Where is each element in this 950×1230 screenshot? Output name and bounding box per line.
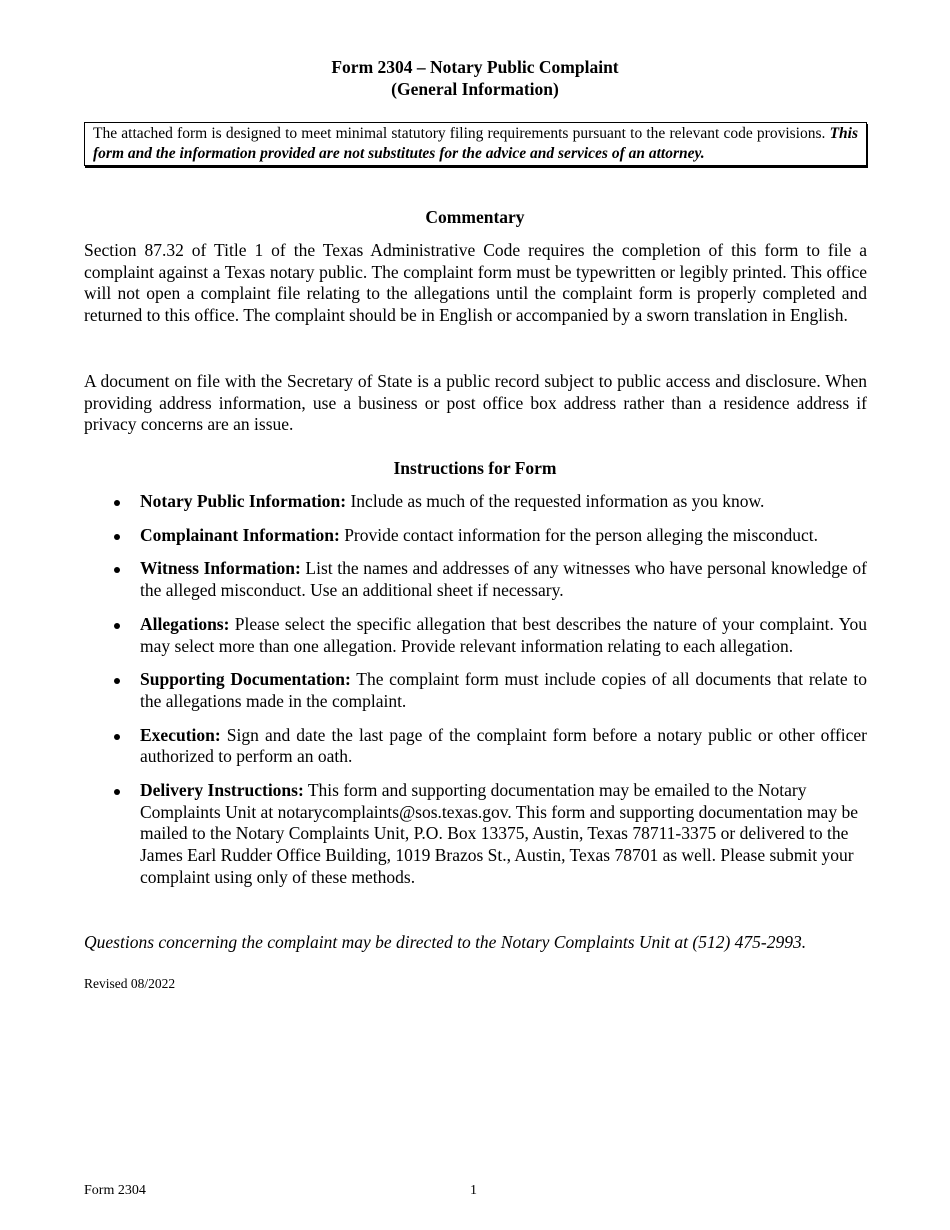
bullet-icon (114, 500, 120, 506)
bullet-icon (114, 789, 120, 795)
item-text: Please select the specific allegation that best describes the nature of your complaint. You may select more than one allegation. Provide relevant information relating to each allegation. (140, 613, 867, 656)
commentary-paragraph-1: Section 87.32 of Title 1 of the Texas Administrative Code requires the completion of this form to file a complaint against a Texas notary public. The complaint form must be typewritten or legibly printed. This office will not open a complaint file relating to the allegations until the complaint form is properly completed and returned to this office. The complaint should be in English or accompanied by a sworn translation in English. (84, 240, 867, 326)
item-text: Include as much of the requested information as you know. (346, 491, 765, 511)
title-line-2: (General Information) (391, 79, 559, 99)
footer-page-number: 1 (470, 1183, 477, 1198)
item-label: Complainant Information: (140, 524, 340, 545)
item-text: Provide contact information for the person alleging the misconduct. (339, 524, 819, 545)
instructions-heading: Instructions for Form (393, 458, 557, 478)
title-line-1: Form 2304 – Notary Public Complaint (331, 57, 619, 77)
document-title (0, 56, 950, 100)
list-item (84, 614, 867, 657)
item-text: Sign and date the last page of the complaint form before a notary public or other officer authorized to perform an oath. (140, 724, 867, 767)
commentary-heading: Commentary (425, 207, 525, 227)
bullet-icon (114, 623, 120, 629)
disclaimer-text: The attached form is designed to meet minimal statutory filing requirements pursuant to the relevant code provisions. (93, 125, 830, 142)
item-label: Execution: (140, 724, 221, 745)
item-label: Allegations: (140, 613, 230, 634)
list-item (84, 491, 867, 513)
item-text: List the names and addresses of any witnesses who have personal knowledge of the alleged misconduct. Use an additional sheet if necessary. (140, 558, 867, 601)
list-item (84, 725, 867, 768)
bullet-icon (114, 567, 120, 573)
list-item (84, 525, 867, 547)
item-label: Delivery Instructions: (140, 780, 304, 801)
disclaimer-box (84, 122, 867, 166)
item-label: Witness Information: (140, 558, 301, 579)
item-text: This form and supporting documentation may be emailed to the Notary Complaints Unit at notarycomplaints@sos.texas.gov. This form and supporting documentation may be mailed to the Notary Complaints Unit, P.O. Box 13375, Austin, Texas 78711-3375 or delivered to the James Earl Rudder Office Building, 1019 Brazos St., Austin, Texas 78701 as well. Please submit your complaint using only of these methods. (140, 780, 858, 887)
bullet-icon (114, 678, 120, 684)
list-item (84, 780, 867, 889)
list-item (84, 669, 867, 712)
revision-date: Revised 08/2022 (84, 976, 176, 991)
commentary-paragraph-2: A document on file with the Secretary of State is a public record subject to public access and disclosure. When providing address information, use a business or post office box address rather than a residence address if privacy concerns are an issue. (84, 371, 867, 435)
item-label: Notary Public Information: (140, 491, 347, 511)
questions-note: Questions concerning the complaint may be directed to the Notary Complaints Unit at (512) 475-2993. (84, 932, 807, 952)
disclaimer-emphasis: This form and the information provided are not substitutes for the advice and services of an attorney. (93, 125, 858, 162)
bullet-icon (114, 734, 120, 740)
item-text: The complaint form must include copies of all documents that relate to the allegations made in the complaint. (140, 669, 867, 711)
list-item (84, 558, 867, 601)
bullet-icon (114, 534, 120, 540)
item-label: Supporting Documentation: (140, 669, 351, 690)
footer-form-name: Form 2304 (84, 1183, 146, 1198)
instructions-list (84, 491, 867, 901)
